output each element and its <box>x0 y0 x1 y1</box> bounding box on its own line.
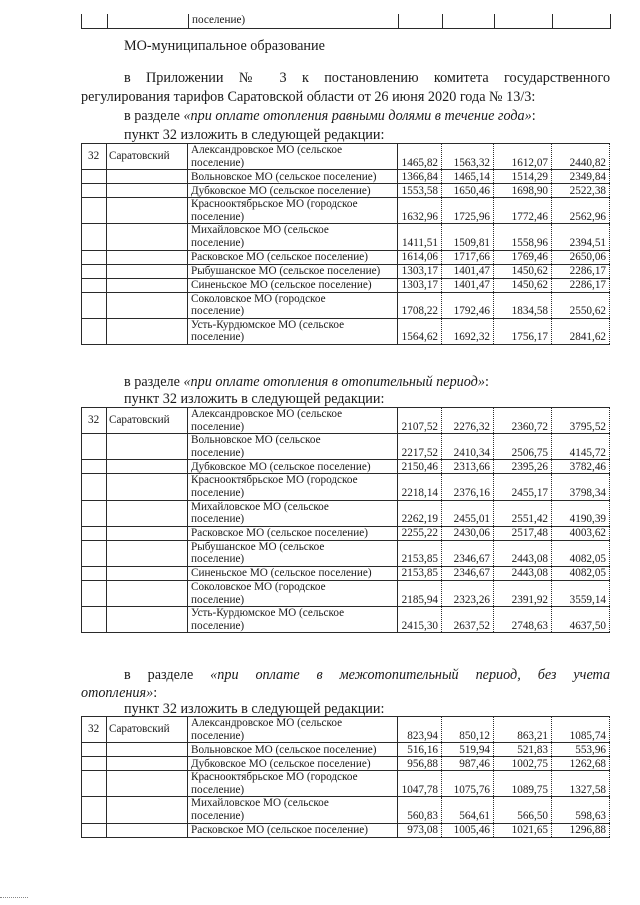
region-cell <box>107 250 188 264</box>
item-number-cell <box>82 526 107 540</box>
tariff-value-cell: 1005,46 <box>442 823 494 837</box>
table-row <box>82 607 610 633</box>
item-number-cell <box>82 292 107 318</box>
municipality-name-line: поселение) <box>191 305 245 318</box>
tariff-value-cell: 1450,62 <box>494 264 552 278</box>
item-number-cell <box>82 607 107 633</box>
tariff-value-cell: 1327,58 <box>552 771 610 797</box>
tariff-value-cell: 2185,94 <box>398 580 442 606</box>
section3-word: оплате <box>255 667 300 683</box>
municipality-name-line: Вольновское МО (сельское <box>191 434 321 447</box>
municipality-name-line: поселение) <box>191 729 245 742</box>
item-number-cell <box>82 250 107 264</box>
section3-word: разделе <box>147 667 194 683</box>
tariff-value-cell: 1698,90 <box>494 184 552 198</box>
tariff-value-cell: 4145,72 <box>552 434 610 460</box>
tariff-value-cell: 4190,39 <box>552 500 610 526</box>
table-row <box>82 408 610 434</box>
municipality-name-line: Дубковское МО (сельское поселение) <box>191 460 371 473</box>
footnote: МО-муниципальное образование <box>124 38 325 54</box>
tariff-value-cell: 2410,34 <box>442 434 494 460</box>
table-row <box>82 434 610 460</box>
municipality-name-cell <box>188 743 398 757</box>
municipality-name-line: поселение) <box>191 783 245 796</box>
tariff-value-cell: 2286,17 <box>552 264 610 278</box>
municipality-name-cell <box>188 607 398 633</box>
item-number-cell <box>82 434 107 460</box>
tariff-value-cell: 2394,51 <box>552 224 610 250</box>
tariff-value-cell: 2286,17 <box>552 278 610 292</box>
item-number-cell <box>82 460 107 474</box>
table-row <box>82 144 610 170</box>
tariff-value-cell: 1614,06 <box>398 250 442 264</box>
item-number-cell <box>82 797 107 823</box>
tariff-value-cell: 1021,65 <box>494 823 552 837</box>
item-number-cell <box>82 318 107 344</box>
item-number-cell <box>82 198 107 224</box>
section3-word: межотопительный <box>339 667 459 683</box>
tariff-value-cell: 1465,14 <box>442 170 494 184</box>
region-name: Саратовский <box>109 150 170 163</box>
municipality-name-line: поселение) <box>191 236 245 249</box>
municipality-name-line: Михайловское МО (сельское <box>191 224 329 237</box>
section2-heading <box>124 374 489 390</box>
region-cell <box>107 264 188 278</box>
tariff-value-cell: 850,12 <box>442 717 494 743</box>
table-row <box>82 224 610 250</box>
intro-word: № <box>238 70 265 86</box>
tariff-value-cell: 1401,47 <box>442 278 494 292</box>
table-row <box>82 184 610 198</box>
municipality-name-line: поселение) <box>191 513 245 526</box>
section1-prefix: в разделе <box>124 108 184 124</box>
tariff-value-cell: 823,94 <box>398 717 442 743</box>
item-number-cell <box>82 500 107 526</box>
tariff-value-cell: 2107,52 <box>398 408 442 434</box>
section1-colon: : <box>531 108 536 124</box>
item-number-cell <box>82 170 107 184</box>
municipality-name-line: Усть-Курдюмское МО (сельское <box>191 607 345 620</box>
tariff-value-cell: 4082,05 <box>552 566 610 580</box>
table-row <box>82 198 610 224</box>
table-row <box>82 460 610 474</box>
tariff-value-cell: 553,96 <box>552 743 610 757</box>
tariff-value-cell: 2323,26 <box>442 580 494 606</box>
table-row <box>82 717 610 743</box>
tariff-value-cell: 2153,85 <box>398 566 442 580</box>
tariff-value-cell: 2255,22 <box>398 526 442 540</box>
municipality-name-cell <box>188 580 398 606</box>
tariff-value-cell: 1834,58 <box>494 292 552 318</box>
region-cell <box>107 184 188 198</box>
region-name: Саратовский <box>109 414 170 427</box>
section3-word: без <box>537 667 557 683</box>
tariff-value-cell: 1769,46 <box>494 250 552 264</box>
tariff-value-cell: 598,63 <box>552 797 610 823</box>
municipality-name-line: Расковское МО (сельское поселение) <box>191 250 368 263</box>
tariff-value-cell: 1514,29 <box>494 170 552 184</box>
region-cell <box>107 540 188 566</box>
municipality-name-cell <box>188 757 398 771</box>
tariff-value-cell: 1558,96 <box>494 224 552 250</box>
tariff-value-cell: 1411,51 <box>398 224 442 250</box>
item-number-cell <box>82 717 107 743</box>
tariff-value-cell: 2395,26 <box>494 460 552 474</box>
region-cell <box>107 224 188 250</box>
scan-artifact <box>0 897 28 899</box>
item-number-cell <box>82 264 107 278</box>
tariff-value-cell: 516,16 <box>398 743 442 757</box>
item-number: 32 <box>88 414 100 427</box>
table-row <box>82 264 610 278</box>
tariff-value-cell: 2522,38 <box>552 184 610 198</box>
section2-prefix: в разделе <box>124 374 184 390</box>
municipality-name-line: поселение) <box>191 593 245 606</box>
table-row <box>82 474 610 500</box>
section1-title: «при оплате отопления равными долями в течение года» <box>183 108 532 124</box>
municipality-name-line: Вольновское МО (сельское поселение) <box>191 170 377 183</box>
municipality-name-line: поселение) <box>191 809 245 822</box>
tariff-value-cell: 2346,67 <box>442 566 494 580</box>
tariff-value-cell: 2415,30 <box>398 607 442 633</box>
intro-word: комитета <box>433 70 489 86</box>
municipality-name-cell <box>188 224 398 250</box>
municipality-name-cell <box>188 526 398 540</box>
municipality-name-line: Краснооктябрьское МО (городское <box>191 474 358 487</box>
item-number-cell <box>82 144 107 170</box>
tariff-value-cell: 2443,08 <box>494 540 552 566</box>
municipality-name-cell <box>188 318 398 344</box>
section3-word: «при <box>210 667 239 683</box>
tariff-value-cell: 2346,67 <box>442 540 494 566</box>
tariff-value-cell: 1708,22 <box>398 292 442 318</box>
tariff-value-cell: 2637,52 <box>442 607 494 633</box>
municipality-name-line: поселение) <box>191 210 245 223</box>
tariff-value-cell: 2153,85 <box>398 540 442 566</box>
municipality-name-cell <box>188 771 398 797</box>
municipality-name-line: Усть-Курдюмское МО (сельское <box>191 318 345 331</box>
region-cell <box>107 278 188 292</box>
item-number: 32 <box>88 150 100 163</box>
tariff-value-cell: 2262,19 <box>398 500 442 526</box>
tariff-value-cell: 521,83 <box>494 743 552 757</box>
section3-heading-line1 <box>124 667 610 683</box>
table-row <box>82 757 610 771</box>
municipality-name-cell <box>188 566 398 580</box>
region-cell <box>107 408 188 434</box>
tariff-value-cell: 956,88 <box>398 757 442 771</box>
tariff-value-cell: 2430,06 <box>442 526 494 540</box>
section3-colon: : <box>153 685 158 701</box>
municipality-name-line: поселение) <box>191 420 245 433</box>
tariff-value-cell: 566,50 <box>494 797 552 823</box>
section3-word: в <box>316 667 323 683</box>
tariff-value-cell: 2349,84 <box>552 170 610 184</box>
tariff-value-cell: 1564,62 <box>398 318 442 344</box>
table-row <box>82 771 610 797</box>
region-cell <box>107 580 188 606</box>
tariff-value-cell: 863,21 <box>494 717 552 743</box>
region-cell <box>107 797 188 823</box>
municipality-name-cell <box>188 250 398 264</box>
tariff-value-cell: 2376,16 <box>442 474 494 500</box>
municipality-name-cell <box>188 278 398 292</box>
table-row <box>82 743 610 757</box>
tariff-table-3 <box>81 716 610 838</box>
region-cell <box>107 460 188 474</box>
municipality-name-cell <box>188 500 398 526</box>
tariff-value-cell: 1366,84 <box>398 170 442 184</box>
region-cell <box>107 144 188 170</box>
tariff-value-cell: 2360,72 <box>494 408 552 434</box>
municipality-name-line: Михайловское МО (сельское <box>191 797 329 810</box>
tariff-value-cell: 1717,66 <box>442 250 494 264</box>
tariff-value-cell: 1650,46 <box>442 184 494 198</box>
region-cell <box>107 771 188 797</box>
municipality-name-line: Александровское МО (сельское <box>191 717 343 729</box>
municipality-name-line: Синеньское МО (сельское поселение) <box>191 278 372 291</box>
municipality-name-line: Краснооктябрьское МО (городское <box>191 771 358 784</box>
tariff-value-cell: 519,94 <box>442 743 494 757</box>
table-row <box>82 823 610 837</box>
tariff-value-cell: 3795,52 <box>552 408 610 434</box>
municipality-name-line: поселение) <box>191 619 245 632</box>
tariff-value-cell: 1465,82 <box>398 144 442 170</box>
table-row <box>82 292 610 318</box>
municipality-name-line: поселение) <box>191 486 245 499</box>
tariff-value-cell: 2276,32 <box>442 408 494 434</box>
tariff-value-cell: 2217,52 <box>398 434 442 460</box>
table-row <box>82 318 610 344</box>
tariff-value-cell: 973,08 <box>398 823 442 837</box>
tariff-value-cell: 2443,08 <box>494 566 552 580</box>
item-number-cell <box>82 224 107 250</box>
section3-word: период, <box>475 667 521 683</box>
item-number-cell <box>82 757 107 771</box>
table-row <box>82 580 610 606</box>
tariff-value-cell: 1075,76 <box>442 771 494 797</box>
tariff-value-cell: 2562,96 <box>552 198 610 224</box>
table-row <box>82 526 610 540</box>
section3-heading-line2 <box>81 685 157 701</box>
table-row <box>82 278 610 292</box>
tariff-value-cell: 2550,62 <box>552 292 610 318</box>
municipality-name-cell <box>188 540 398 566</box>
item-number-cell <box>82 184 107 198</box>
intro-word: к <box>301 70 309 86</box>
section2-colon: : <box>484 374 489 390</box>
tariff-value-cell: 1563,32 <box>442 144 494 170</box>
municipality-name-line: Михайловское МО (сельское <box>191 500 329 513</box>
municipality-name-cell <box>188 797 398 823</box>
region-cell <box>107 717 188 743</box>
tariff-value-cell: 2650,06 <box>552 250 610 264</box>
tariff-value-cell: 1509,81 <box>442 224 494 250</box>
intro-word: 3 <box>279 70 287 86</box>
intro-word: Приложении <box>146 70 224 86</box>
region-name: Саратовский <box>109 723 170 736</box>
intro-word: постановлению <box>324 70 419 86</box>
tariff-value-cell: 1692,32 <box>442 318 494 344</box>
municipality-name-line: Дубковское МО (сельское поселение) <box>191 184 371 197</box>
intro-word: в <box>124 70 131 86</box>
region-cell <box>107 566 188 580</box>
tariff-table-2 <box>81 407 610 633</box>
tariff-value-cell: 560,83 <box>398 797 442 823</box>
municipality-name-line: Рыбушанское МО (сельское поселение) <box>191 264 381 277</box>
tariff-value-cell: 2551,42 <box>494 500 552 526</box>
municipality-name-line: Синеньское МО (сельское поселение) <box>191 567 372 580</box>
municipality-name-cell <box>188 434 398 460</box>
section3-word: учета <box>573 667 611 683</box>
municipality-name-line: Соколовское МО (городское <box>191 580 326 593</box>
municipality-name-line: Александровское МО (сельское <box>191 144 343 156</box>
section3-word: в <box>124 667 131 683</box>
municipality-name-line: Соколовское МО (городское <box>191 292 326 305</box>
municipality-name-line: Александровское МО (сельское <box>191 408 343 420</box>
section1-instruction: пункт 32 изложить в следующей редакции: <box>124 127 385 143</box>
intro-word: государственного <box>504 70 611 86</box>
tariff-value-cell: 1612,07 <box>494 144 552 170</box>
tariff-value-cell: 1725,96 <box>442 198 494 224</box>
tariff-value-cell: 2150,46 <box>398 460 442 474</box>
tariff-value-cell: 1002,75 <box>494 757 552 771</box>
tariff-value-cell: 2517,48 <box>494 526 552 540</box>
municipality-name-line: поселение) <box>191 553 245 566</box>
tariff-value-cell: 1632,96 <box>398 198 442 224</box>
item-number-cell <box>82 580 107 606</box>
region-cell <box>107 757 188 771</box>
section3-instruction: пункт 32 изложить в следующей редакции: <box>124 701 385 717</box>
previous-row-name-cell: поселение) <box>192 14 246 26</box>
table-row <box>82 170 610 184</box>
previous-table-last-row <box>81 14 611 29</box>
tariff-value-cell: 1262,68 <box>552 757 610 771</box>
section3-title-end: отопления» <box>81 685 154 701</box>
tariff-value-cell: 4082,05 <box>552 540 610 566</box>
municipality-name-line: поселение) <box>191 156 245 169</box>
municipality-name-line: поселение) <box>191 331 245 344</box>
item-number-cell <box>82 278 107 292</box>
region-cell <box>107 474 188 500</box>
municipality-name-cell <box>188 184 398 198</box>
paragraph-intro-line2: регулирования тарифов Саратовской области от 26 июня 2020 года № 13/3: <box>81 89 536 105</box>
tariff-value-cell: 987,46 <box>442 757 494 771</box>
table-row <box>82 500 610 526</box>
region-cell <box>107 170 188 184</box>
municipality-name-cell <box>188 264 398 278</box>
municipality-name-line: Краснооктябрьское МО (городское <box>191 198 358 211</box>
item-number-cell <box>82 474 107 500</box>
tariff-value-cell: 1089,75 <box>494 771 552 797</box>
municipality-name-cell <box>188 823 398 837</box>
municipality-name-cell <box>188 144 398 170</box>
municipality-name-cell <box>188 460 398 474</box>
tariff-value-cell: 4637,50 <box>552 607 610 633</box>
tariff-value-cell: 1296,88 <box>552 823 610 837</box>
item-number-cell <box>82 408 107 434</box>
municipality-name-cell <box>188 408 398 434</box>
tariff-value-cell: 1772,46 <box>494 198 552 224</box>
table-row <box>82 250 610 264</box>
table-row <box>82 566 610 580</box>
municipality-name-cell <box>188 717 398 743</box>
section2-instruction: пункт 32 изложить в следующей редакции: <box>124 391 385 407</box>
tariff-value-cell: 1756,17 <box>494 318 552 344</box>
tariff-table-1 <box>81 143 610 345</box>
region-cell <box>107 318 188 344</box>
tariff-value-cell: 564,61 <box>442 797 494 823</box>
municipality-name-line: Дубковское МО (сельское поселение) <box>191 757 371 770</box>
municipality-name-line: Рыбушанское МО (сельское <box>191 540 325 553</box>
region-cell <box>107 526 188 540</box>
municipality-name-line: Расковское МО (сельское поселение) <box>191 823 368 836</box>
tariff-value-cell: 2841,62 <box>552 318 610 344</box>
table-row <box>82 540 610 566</box>
region-cell <box>107 607 188 633</box>
tariff-value-cell: 3798,34 <box>552 474 610 500</box>
tariff-value-cell: 2748,63 <box>494 607 552 633</box>
item-number-cell <box>82 771 107 797</box>
tariff-value-cell: 3782,46 <box>552 460 610 474</box>
table-row <box>82 797 610 823</box>
tariff-value-cell: 1792,46 <box>442 292 494 318</box>
municipality-name-line: Расковское МО (сельское поселение) <box>191 527 368 540</box>
municipality-name-cell <box>188 292 398 318</box>
tariff-value-cell: 1047,78 <box>398 771 442 797</box>
tariff-value-cell: 2218,14 <box>398 474 442 500</box>
tariff-value-cell: 2313,66 <box>442 460 494 474</box>
item-number-cell <box>82 823 107 837</box>
tariff-value-cell: 1401,47 <box>442 264 494 278</box>
region-cell <box>107 198 188 224</box>
municipality-name-line: Вольновское МО (сельское поселение) <box>191 743 377 756</box>
tariff-value-cell: 1553,58 <box>398 184 442 198</box>
municipality-name-line: поселение) <box>191 446 245 459</box>
section2-title: «при оплате отопления в отопительный период» <box>183 374 485 390</box>
item-number-cell <box>82 540 107 566</box>
region-cell <box>107 434 188 460</box>
tariff-value-cell: 2455,17 <box>494 474 552 500</box>
item-number-cell <box>82 743 107 757</box>
tariff-value-cell: 2440,82 <box>552 144 610 170</box>
tariff-value-cell: 1303,17 <box>398 264 442 278</box>
tariff-value-cell: 1450,62 <box>494 278 552 292</box>
section1-heading <box>124 108 536 124</box>
region-cell <box>107 292 188 318</box>
region-cell <box>107 500 188 526</box>
tariff-value-cell: 3559,14 <box>552 580 610 606</box>
municipality-name-cell <box>188 198 398 224</box>
tariff-value-cell: 2455,01 <box>442 500 494 526</box>
paragraph-intro-line1 <box>124 70 610 86</box>
region-cell <box>107 743 188 757</box>
municipality-name-cell <box>188 474 398 500</box>
tariff-value-cell: 2391,92 <box>494 580 552 606</box>
region-cell <box>107 823 188 837</box>
municipality-name-cell <box>188 170 398 184</box>
tariff-value-cell: 1303,17 <box>398 278 442 292</box>
item-number: 32 <box>88 723 100 736</box>
tariff-value-cell: 2506,75 <box>494 434 552 460</box>
tariff-value-cell: 1085,74 <box>552 717 610 743</box>
item-number-cell <box>82 566 107 580</box>
tariff-value-cell: 4003,62 <box>552 526 610 540</box>
